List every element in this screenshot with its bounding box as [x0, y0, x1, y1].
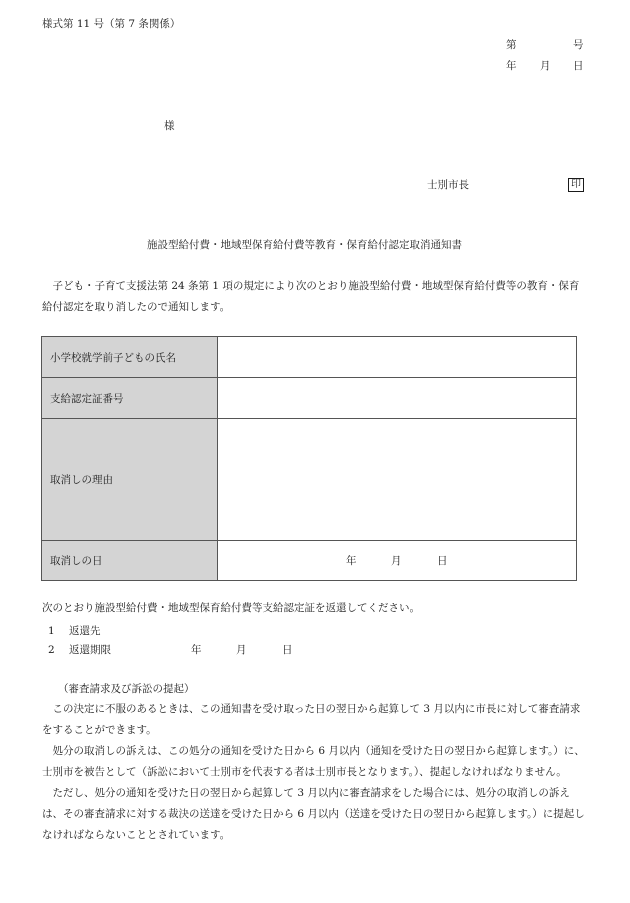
- return-notice: 次のとおり施設型給付費・地域型保育給付費等支給認定証を返還してください。: [42, 602, 420, 614]
- return-item-2-label: 返還期限: [69, 644, 111, 656]
- child-name-label: 小学校就学前子どもの氏名: [42, 337, 218, 378]
- table-row: [42, 419, 577, 541]
- cancellation-date-label: 取消しの日: [42, 541, 218, 581]
- return-item-2-number: 2: [48, 644, 55, 656]
- document-title: 施設型給付費・地域型保育給付費等教育・保育給付認定取消通知書: [147, 239, 462, 251]
- appeal-body: [42, 699, 587, 846]
- table-row: [42, 541, 577, 581]
- doc-number-suffix: 号: [573, 39, 584, 51]
- cancellation-table: [41, 336, 577, 581]
- return-deadline-month: 月: [236, 644, 247, 656]
- cancellation-reason-label: 取消しの理由: [42, 419, 218, 541]
- return-item-1-label: 返還先: [69, 625, 101, 637]
- table-row: [42, 378, 577, 419]
- cancel-date-year: 年: [346, 555, 357, 567]
- appeal-paragraph-2: 処分の取消しの訴えは、この処分の通知を受けた日から 6 月以内（通知を受けた日の翌日から起算します。）に、士別市を被告として（訴訟において士別市を代表する者は士別市長となります。）、提起しなければなりません。: [42, 745, 585, 778]
- cancellation-reason-value: [218, 419, 577, 541]
- appeal-paragraph-1: この決定に不服のあるときは、この通知書を受け取った日の翌日から起算して 3 月以内に市長に対して審査請求をすることができます。: [42, 703, 581, 736]
- certificate-number-value: [218, 378, 577, 419]
- issuer-name: 士別市長: [427, 179, 469, 191]
- seal-mark: 印: [568, 178, 584, 192]
- doc-number-prefix: 第: [506, 39, 517, 51]
- doc-date-year: 年: [506, 60, 517, 72]
- intro-paragraph: [42, 276, 587, 318]
- cancellation-date-value: [218, 541, 577, 581]
- return-deadline-year: 年: [191, 644, 202, 656]
- child-name-value: [218, 337, 577, 378]
- cancel-date-day: 日: [437, 555, 448, 567]
- return-deadline-day: 日: [282, 644, 293, 656]
- appeal-paragraph-3: ただし、処分の通知を受けた日の翌日から起算して 3 月以内に審査請求をした場合には、処分の取消しの訴えは、その審査請求に対する裁決の送達を受けた日から 6 月以内（送達を受けた日の翌日から起算します。）に提起しなければならないこととされています。: [42, 787, 585, 841]
- addressee-suffix: 様: [164, 120, 175, 132]
- table-row: [42, 337, 577, 378]
- certificate-number-label: 支給認定証番号: [42, 378, 218, 419]
- doc-date-day: 日: [573, 60, 584, 72]
- return-item-1-number: 1: [48, 625, 55, 637]
- cancel-date-month: 月: [391, 555, 402, 567]
- intro-text: 子ども・子育て支援法第 24 条第 1 項の規定により次のとおり施設型給付費・地域型保育給付費等の教育・保育給付認定を取り消したので通知します。: [42, 280, 580, 313]
- appeal-heading: （審査請求及び訴訟の提起）: [58, 683, 195, 695]
- doc-date-month: 月: [540, 60, 551, 72]
- form-number: 様式第 11 号（第 7 条関係）: [42, 18, 181, 30]
